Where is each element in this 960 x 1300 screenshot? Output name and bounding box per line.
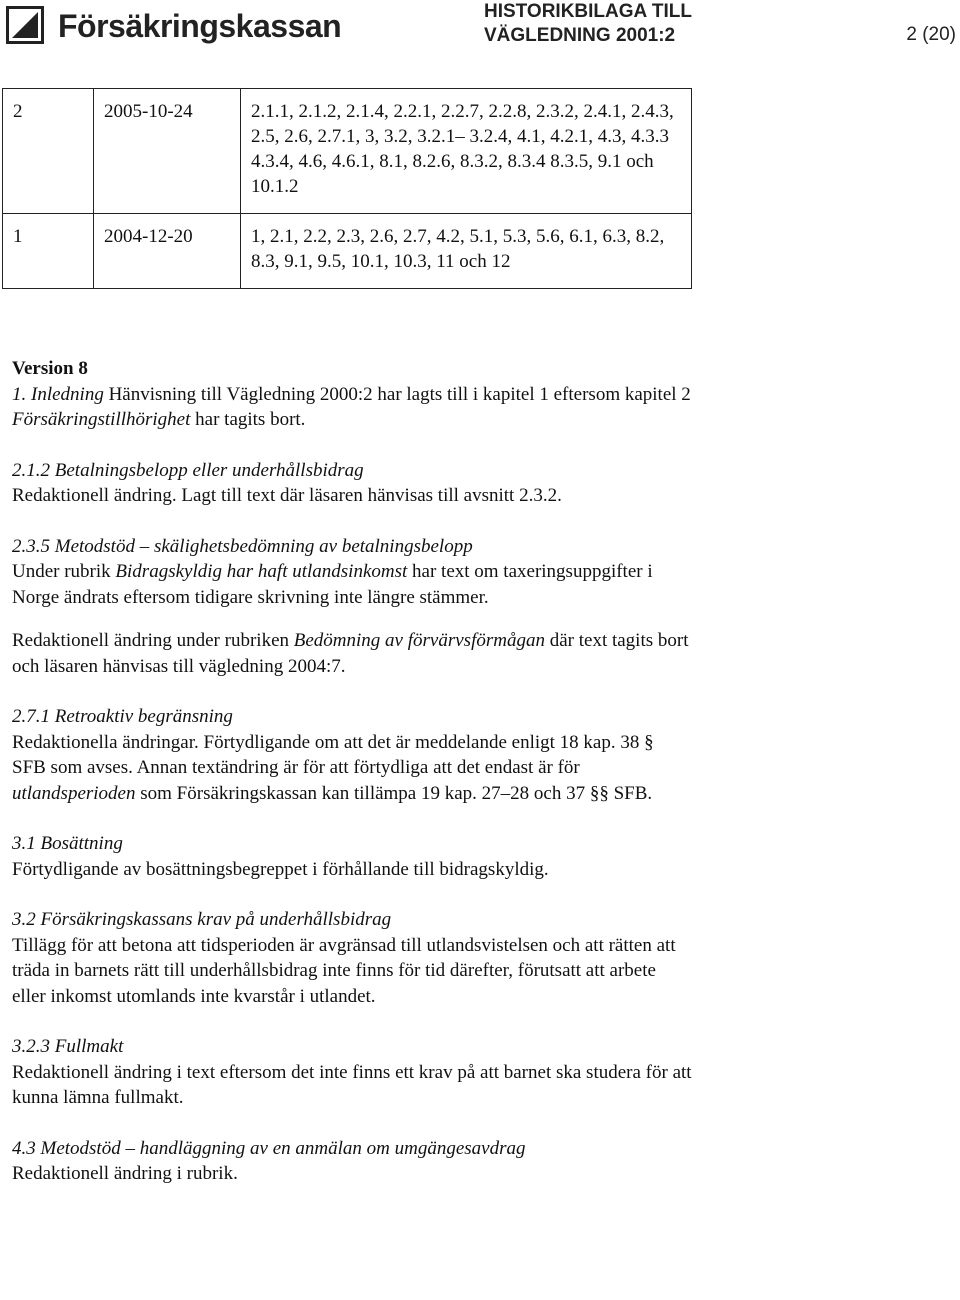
section-heading: 2.7.1 Retroaktiv begränsning — [12, 706, 233, 727]
forsakringskassan-logo-icon — [6, 6, 44, 44]
version-heading: Version 8 — [12, 358, 88, 379]
page-header — [0, 0, 960, 60]
section-heading: 3.2 Försäkringskassans krav på underhållsbidrag — [12, 909, 392, 930]
table-row — [3, 89, 692, 214]
section-paragraph: Redaktionella ändringar. Förtydligande om att det är meddelande enligt 18 kap. 38 § SFB som avses. Annan textändring är för att förtydliga att det endast är för utlandsperioden som Försäkringskassan kan tillämpa 19 kap. 27–28 och 37 §§ SFB. — [12, 731, 654, 804]
document-title-line-2: VÄGLEDNING 2001:2 — [484, 25, 676, 46]
changes-cell: 1, 2.1, 2.2, 2.3, 2.6, 2.7, 4.2, 5.1, 5.3, 5.6, 6.1, 6.3, 8.2, 8.3, 9.1, 9.5, 10.1, 10.3, 11 och 12 — [241, 214, 692, 289]
table-row — [3, 214, 692, 289]
history-table — [2, 88, 692, 289]
version-cell: 1 — [3, 214, 94, 289]
logo-text: Försäkringskassan — [58, 8, 342, 44]
section-1-paragraph: 1. Inledning Hänvisning till Vägledning 2000:2 har lagts till i kapitel 1 eftersom kapitel 2 Försäkringstillhörighet har tagits bort. — [12, 383, 691, 430]
version-cell: 2 — [3, 89, 94, 214]
section-heading: 3.1 Bosättning — [12, 833, 123, 854]
section-paragraph: Redaktionell ändring. Lagt till text där läsaren hänvisas till avsnitt 2.3.2. — [12, 485, 562, 506]
section-paragraph: Redaktionell ändring under rubriken Bedömning av förvärvsförmågan där text tagits bort och läsaren hänvisas till vägledning 2004:7. — [12, 630, 689, 677]
section-paragraph: Tillägg för att betona att tidsperioden är avgränsad till utlandsvistelsen och att rätten att träda in barnets rätt till underhållsbidrag inte finns för tid därefter, förutsatt att arbete eller inkomst utomlands inte kvarstår i utlandet. — [12, 934, 676, 1007]
section-heading: 1. Inledning — [12, 383, 104, 405]
section-heading: 3.2.3 Fullmakt — [12, 1036, 124, 1057]
page-number: 2 (20) — [906, 24, 956, 45]
document-body — [12, 356, 692, 1187]
document-title-line-1: HISTORIKBILAGA TILL — [484, 1, 692, 22]
document-title — [484, 0, 692, 48]
date-cell: 2004-12-20 — [94, 214, 241, 289]
section-paragraph: Redaktionell ändring i text eftersom det inte finns ett krav på att barnet ska studera för att kunna lämna fullmakt. — [12, 1061, 692, 1108]
section-heading: 4.3 Metodstöd – handläggning av en anmälan om umgängesavdrag — [12, 1137, 526, 1159]
section-heading: 2.1.2 Betalningsbelopp eller underhållsbidrag — [12, 459, 364, 481]
section-paragraph: Redaktionell ändring i rubrik. — [12, 1163, 238, 1184]
changes-cell: 2.1.1, 2.1.2, 2.1.4, 2.2.1, 2.2.7, 2.2.8, 2.3.2, 2.4.1, 2.4.3, 2.5, 2.6, 2.7.1, 3, 3.2, 3.2.1– 3.2.4, 4.1, 4.2.1, 4.3, 4.3.3 4.3.4, 4.6, 4.6.1, 8.1, 8.2.6, 8.3.2, 8.3.4 8.3.5, 9.1 och 10.1.2 — [241, 89, 692, 214]
section-paragraph: Förtydligande av bosättningsbegreppet i förhållande till bidragskyldig. — [12, 858, 549, 880]
date-cell: 2005-10-24 — [94, 89, 241, 214]
section-paragraph: Under rubrik Bidragskyldig har haft utlandsinkomst har text om taxeringsuppgifter i Norge ändrats eftersom tidigare skrivning inte längre stämmer. — [12, 561, 653, 608]
section-heading: 2.3.5 Metodstöd – skälighetsbedömning av betalningsbelopp — [12, 535, 473, 557]
